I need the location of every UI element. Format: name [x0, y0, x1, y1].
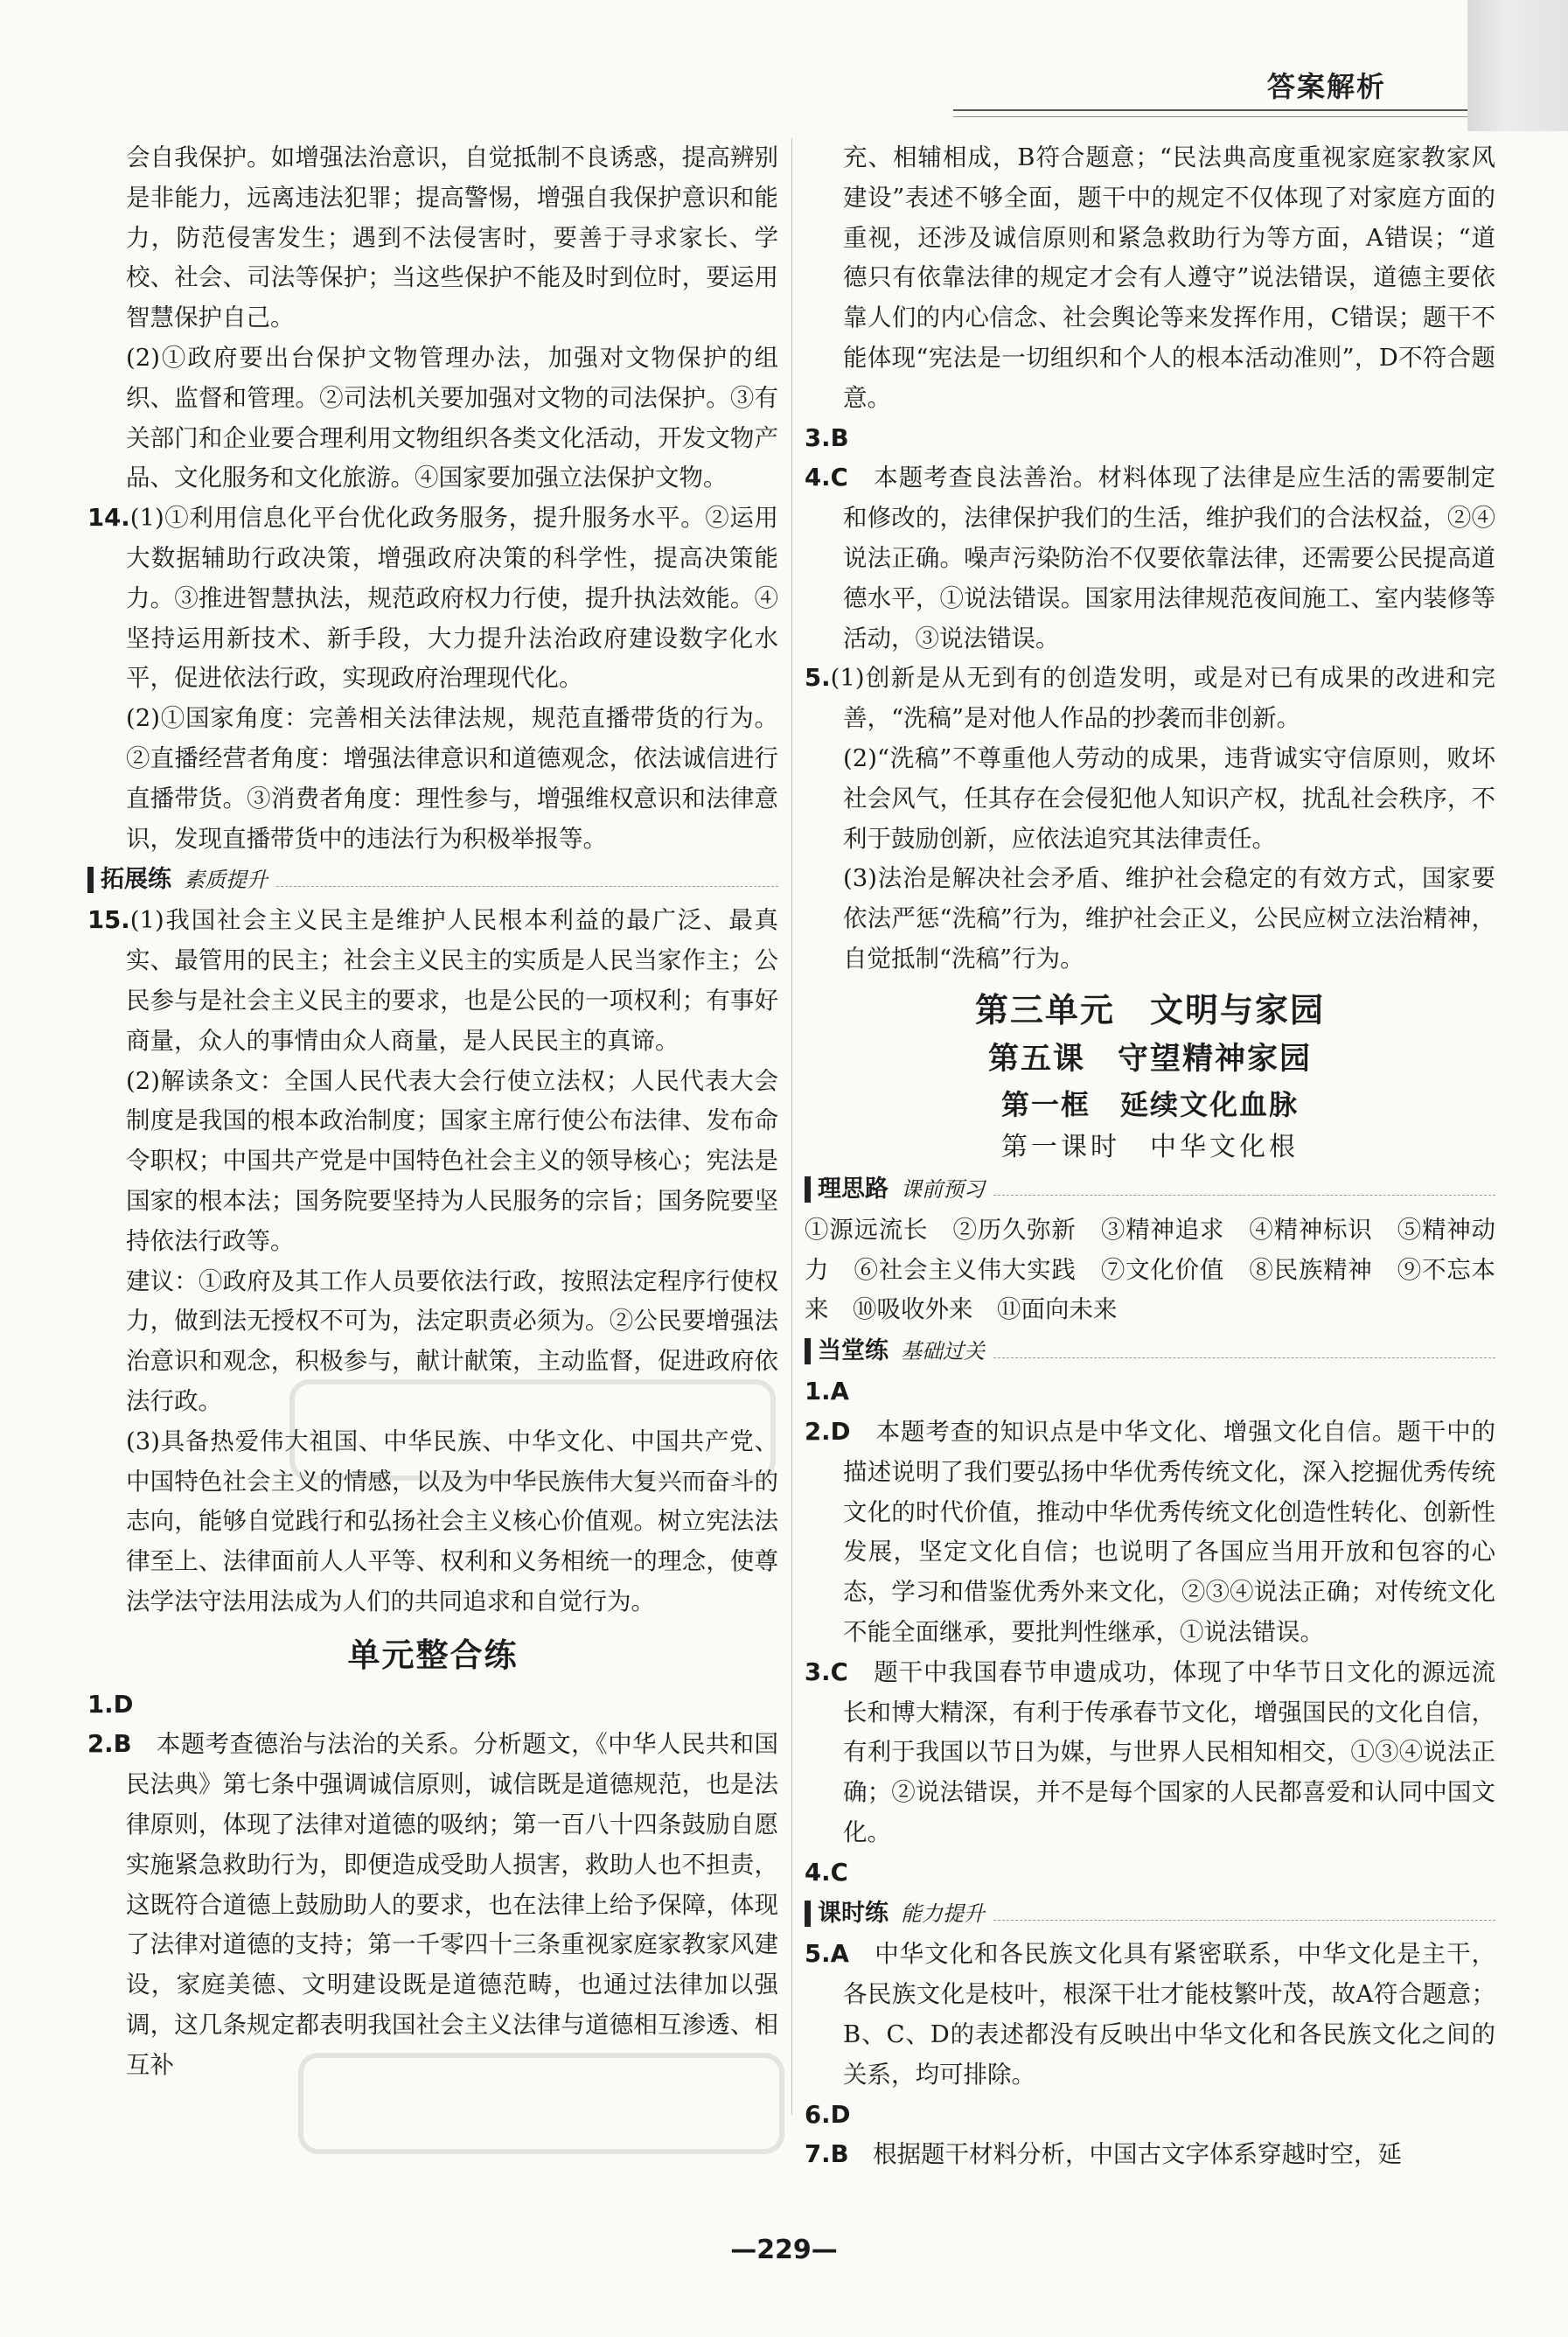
answer-15-part1: (1)我国社会主义民主是维护人民根本利益的最广泛、最真实、最管用的民主；社会主义民主的实质是人民当家作主；公民参与是社会主义民主的要求，也是公民的一项权利；有事好商量，众人的事情由众人商量，是人民民主的真谛。 [126, 906, 778, 1055]
answer-choice: B [830, 2140, 849, 2169]
question-number: 15. [87, 906, 130, 935]
tag-title: 课时练 [818, 1900, 889, 1928]
answer-13-part1-end: 会自我保护。如增强法治意识，自觉抵制不良诱惑，提高辨别是非能力，远离违法犯罪；提高警惕，增强自我保护意识和能力，防范侵害发生；遇到不法侵害时，要善于寻求家长、学校、社会、司法等保护；当这些保护不能及时到位时，要运用智慧保护自己。 [126, 143, 778, 332]
answer-15-suggestion: 建议：①政府及其工作人员要依法行政，按照法定程序行使权力，做到法无授权不可为，法定职责必须为。②公民要增强法治意识和观念，积极参与，献计献策，主动监督，促进政府依法行政。 [126, 1266, 778, 1415]
tag-divider [993, 1357, 1495, 1358]
question-number: 5. [805, 664, 831, 693]
header-rule-thin [953, 116, 1467, 117]
tag-subtitle: 素质提升 [184, 868, 268, 893]
page-header-title: 答案解析 [1266, 70, 1386, 103]
answer-15 [87, 901, 778, 1061]
tag-subtitle: 能力提升 [901, 1901, 985, 1927]
lesson-5-title: 第五课 守望精神家园 [987, 1041, 1312, 1077]
right-column [805, 138, 1495, 2175]
section-tag-extend [87, 862, 778, 897]
answer-explanation: 根据题干材料分析，中国古文字体系穿越时空，延 [873, 2140, 1403, 2169]
question-number: 3. [805, 423, 831, 452]
answer-explanation: 本题考查良法善治。材料体现了法律是应生活的需要制定和修改的，法律保护我们的生活，维护我们的合法权益，②④说法正确。噪声污染防治不仅要依靠法律，还需要公民提高道德水平，①说法错误。国家用法律规范夜间施工、室内装修等活动，③说法错误。 [843, 464, 1496, 652]
lesson-answer-6 [805, 2096, 1495, 2136]
preview-answers: ①源远流长 ②历久弥新 ③精神追求 ④精神标识 ⑤精神动力 ⑥社会主义伟大实践 ⑦文化价值 ⑧民族精神 ⑨不忘本来 ⑩吸收外来 ⑪面向未来 [805, 1215, 1495, 1324]
answer-choice: A [830, 1940, 849, 1969]
tag-marker-icon [87, 867, 94, 893]
unit-answer-2 [87, 1725, 778, 2085]
tag-marker-icon [805, 1338, 811, 1364]
answer-choice: B [830, 423, 849, 452]
tag-divider [276, 886, 778, 887]
answer-14 [87, 499, 778, 699]
lesson-answer-7 [805, 2135, 1495, 2175]
answer-choice: C [830, 464, 848, 492]
answer-choice: D [830, 1417, 851, 1446]
class-answer-3 [805, 1653, 1495, 1853]
section-tag-think [805, 1172, 1495, 1207]
question-number: 2. [87, 1730, 114, 1759]
tag-title: 当堂练 [818, 1337, 889, 1365]
question-number: 5. [805, 1940, 831, 1969]
question-number: 1. [805, 1378, 831, 1406]
answer-5-part3: (3)法治是解决社会矛盾、维护社会稳定的有效方式，国家要依法严惩“洗稿”行为，维护社会正义，公民应树立法治精神，自觉抵制“洗稿”行为。 [843, 864, 1495, 973]
answer-explanation: 中华文化和各民族文化具有紧密联系，中华文化是主干，各民族文化是枝叶，根深干壮才能枝繁叶茂，故A符合题意；B、C、D的表述都没有反映出中华文化和各民族文化之间的关系，均可排除。 [843, 1940, 1496, 2089]
unit-3-title: 第三单元 文明与家园 [974, 990, 1325, 1029]
answer-choice: C [830, 1657, 848, 1686]
tag-title: 拓展练 [101, 866, 171, 894]
left-column [87, 138, 778, 2086]
tag-title: 理思路 [818, 1175, 889, 1203]
answer-5-part1: (1)创新是从无到有的创造发明，或是对已有成果的改进和完善，“洗稿”是对他人作品的抄袭而非创新。 [830, 664, 1495, 733]
unit-answer-1 [87, 1685, 778, 1726]
tag-divider [993, 1195, 1495, 1196]
unit-answer-4 [805, 458, 1495, 659]
answer-14-part1: (1)①利用信息化平台优化政务服务，提升服务水平。②运用大数据辅助行政决策，增强政府决策的科学性，提高决策能力。③推进智慧执法，规范政府权力行使，提升执法效能。④坚持运用新技术、新手段，大力提升法治政府建设数字化水平，促进依法行政，实现政府治理现代化。 [126, 504, 778, 693]
class-answer-1 [805, 1372, 1495, 1413]
answer-choice: A [830, 1378, 849, 1406]
period-1-title: 第一课时 中华文化根 [1001, 1131, 1299, 1162]
header-rule [953, 109, 1467, 111]
question-number: 2. [805, 1417, 831, 1446]
unit-answer-3 [805, 419, 1495, 459]
unit-answer-2-continued: 充、相辅相成，B符合题意；“民法典高度重视家庭家教家风建设”表述不够全面，题干中的规定不仅体现了对家庭方面的重视，还涉及诚信原则和紧急救助行为等方面，A错误；“道德只有依靠法律的规定才会有人遵守”说法错误，道德主要依靠人们的内心信念、社会舆论等来发挥作用，C错误；题干不能体现“宪法是一切组织和个人的根本活动准则”，D不符合题意。 [843, 143, 1495, 412]
column-divider [791, 138, 792, 2115]
answer-choice: C [830, 1858, 848, 1887]
section-tag-lesson [805, 1896, 1495, 1931]
unit-answer-5 [805, 659, 1495, 739]
class-answer-2 [805, 1413, 1495, 1653]
answer-explanation: 本题考查德治与法治的关系。分析题文，《中华人民共和国民法典》第七条中强调诚信原则，诚信既是道德规范，也是法律原则，体现了法律对道德的吸纳；第一百八十四条鼓励自愿实施紧急救助行为，即便造成受助人损害，救助人也不担责，这既符合道德上鼓励助人的要求，也在法律上给予保障，体现了法律对道德的支持；第一千零四十三条重视家庭家教家风建设，家庭美德、文明建设既是道德范畴，也通过法律加以强调，这几条规定都表明我国社会主义法律与道德相互渗透、相互补 [126, 1730, 779, 2079]
answer-15-part2: (2)解读条文：全国人民代表大会行使立法权；人民代表大会制度是我国的根本政治制度；国家主席行使公布法律、发布命令职权；中国共产党是中国特色社会主义的领导核心；宪法是国家的根本法；国务院要坚持为人民服务的宗旨；国务院要坚持依法行政等。 [126, 1066, 778, 1255]
question-number: 6. [805, 2100, 831, 2129]
answer-choice: D [113, 1690, 134, 1719]
tag-subtitle: 基础过关 [901, 1339, 985, 1364]
answer-explanation: 题干中我国春节申遗成功，体现了中华节日文化的源远流长和博大精深，有利于传承春节文化，增强国民的文化自信，有利于我国以节日为媒，与世界人民相知相交，①③④说法正确；②说法错误，并不是每个国家的人民都喜爱和认同中国文化。 [843, 1657, 1496, 1846]
question-number: 4. [805, 1858, 831, 1887]
question-number: 14. [87, 504, 130, 533]
tag-marker-icon [805, 1901, 811, 1927]
tag-subtitle: 课前预习 [901, 1176, 985, 1202]
question-number: 7. [805, 2140, 831, 2169]
answer-5-part2: (2)“洗稿”不尊重他人劳动的成果，违背诚实守信原则，败坏社会风气，任其存在会侵犯他人知识产权，扰乱社会秩序，不利于鼓励创新，应依法追究其法律责任。 [843, 743, 1495, 853]
tag-divider [993, 1920, 1495, 1921]
corner-page-tab [1467, 0, 1568, 131]
frame-1-title: 第一框 延续文化血脉 [1000, 1087, 1299, 1121]
answer-15-part3: (3)具备热爱伟大祖国、中华民族、中华文化、中国共产党、中国特色社会主义的情感，以及为中华民族伟大复兴而奋斗的志向，能够自觉践行和弘扬社会主义核心价值观。树立宪法法律至上、法律面前人人平等、权利和义务相统一的理念，使尊法学法守法用法成为人们的共同追求和自觉行为。 [126, 1427, 778, 1615]
answer-explanation: 本题考查的知识点是中华文化、增强文化自信。题干中的描述说明了我们要弘扬中华优秀传统文化，深入挖掘优秀传统文化的时代价值，推动中华优秀传统文化创造性转化、创新性发展，坚定文化自信；也说明了各国应当用开放和包容的心态，学习和借鉴优秀外来文化，②③④说法正确；对传统文化不能全面继承，要批判性继承，①说法错误。 [843, 1417, 1496, 1646]
section-tag-class [805, 1334, 1495, 1369]
answer-choice: B [113, 1730, 132, 1759]
question-number: 3. [805, 1657, 831, 1686]
lesson-answer-5 [805, 1935, 1495, 2095]
question-number: 4. [805, 464, 831, 492]
answer-choice: D [830, 2100, 851, 2129]
page-number: —229— [730, 2235, 838, 2265]
answer-14-part2: (2)①国家角度：完善相关法律法规，规范直播带货的行为。②直播经营者角度：增强法律意识和道德观念，依法诚信进行直播带货。③消费者角度：理性参与，增强维权意识和法律意识，发现直播带货中的违法行为积极举报等。 [126, 704, 778, 853]
answer-13-part2: (2)①政府要出台保护文物管理办法，加强对文物保护的组织、监督和管理。②司法机关要加强对文物的司法保护。③有关部门和企业要合理利用文物组织各类文化活动，开发文物产品、文化服务和文化旅游。④国家要加强立法保护文物。 [126, 343, 778, 492]
unit-practice-title: 单元整合练 [347, 1636, 519, 1674]
class-answer-4 [805, 1853, 1495, 1894]
question-number: 1. [87, 1690, 114, 1719]
tag-marker-icon [805, 1176, 811, 1203]
